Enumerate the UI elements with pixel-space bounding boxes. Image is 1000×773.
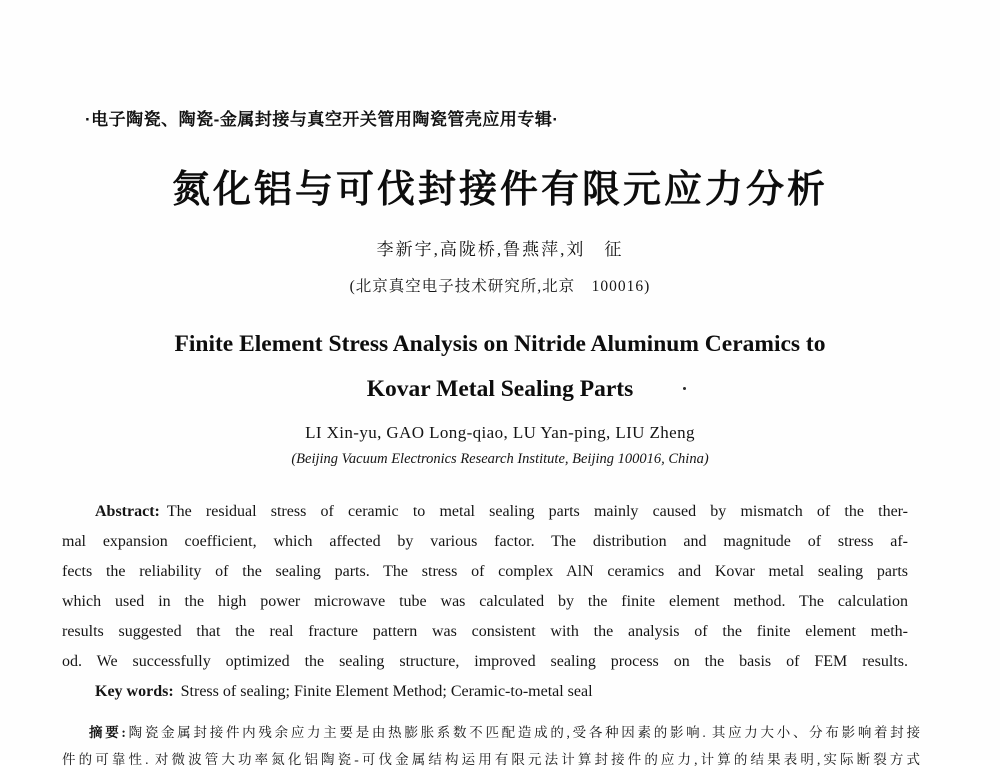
abstract-english-line: mal expansion coefficient, which affected by various factor. The distribution and magnitude of stress af- [62, 533, 908, 550]
abstract-english-line [62, 497, 908, 527]
abstract-chinese-line [62, 719, 920, 746]
abstract-english-line: od. We successfully optimized the sealing structure, improved sealing process on the basis of FEM results. [62, 653, 908, 670]
paper-title-english-line1: Finite Element Stress Analysis on Nitride Aluminum Ceramics to [174, 331, 826, 357]
abstract-english-line: results suggested that the real fracture pattern was consistent with the analysis of the finite element meth- [62, 623, 908, 640]
abstract-english [62, 497, 908, 707]
abstract-chinese-label: 摘要: [89, 725, 126, 740]
abstract-english-line: which used in the high power microwave tube was calculated by the finite element method. The calculation [62, 593, 908, 610]
ink-speck [683, 387, 686, 390]
special-issue-header: ·电子陶瓷、陶瓷-金属封接与真空开关管用陶瓷管壳应用专辑· [85, 110, 559, 129]
paper-title-english [0, 322, 1000, 412]
keywords-label: Key words: [95, 683, 174, 700]
paper-title-chinese: 氮化铝与可伐封接件有限元应力分析 [171, 169, 828, 211]
paper-title-english-line2: Kovar Metal Sealing Parts [366, 376, 634, 402]
abstract-label: Abstract: [95, 503, 160, 520]
affiliation-chinese: (北京真空电子技术研究所,北京 100016) [349, 278, 651, 295]
abstract-chinese [62, 719, 920, 773]
abstract-english-line: fects the reliability of the sealing parts. The stress of complex AlN ceramics and Kovar metal sealing parts [62, 563, 908, 580]
abstract-english-text-1: The residual stress of ceramic to metal sealing parts mainly caused by mismatch of the ther- [166, 503, 908, 520]
affiliation-english: (Beijing Vacuum Electronics Research Institute, Beijing 100016, China) [291, 451, 709, 467]
authors-english: LI Xin-yu, GAO Long-qiao, LU Yan-ping, LIU Zheng [305, 423, 695, 442]
keywords-english [62, 677, 908, 707]
abstract-chinese-line: 件的可靠性. 对微波管大功率氮化铝陶瓷-可伐金属结构运用有限元法计算封接件的应力,计算的结果表明,实际断裂方式 [62, 752, 920, 767]
keywords-text: Stress of sealing; Finite Element Method; Ceramic-to-metal seal [180, 683, 593, 700]
abstract-chinese-text-1: 陶瓷金属封接件内残余应力主要是由热膨胀系数不匹配造成的,受各种因素的影响. 其应力大小、分布影响着封接 [125, 725, 920, 740]
authors-chinese: 李新宇,高陇桥,鲁燕萍,刘 征 [376, 240, 624, 259]
